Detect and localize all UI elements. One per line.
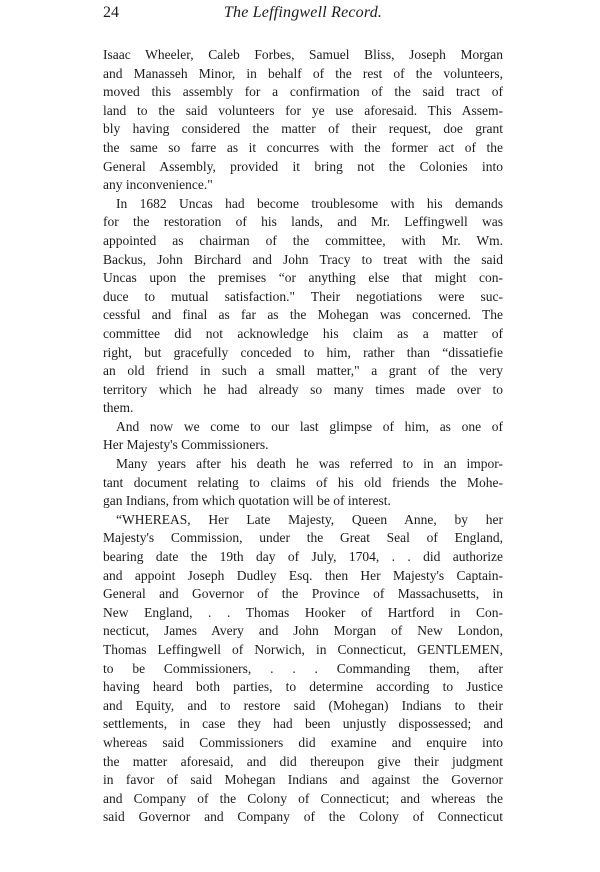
- text-line: land to the said volunteers for ye use aforesaid. This Assem-: [103, 102, 503, 118]
- text-line: committee did not acknowledge his claim as a matter of: [103, 325, 503, 341]
- text-line: And now we come to our last glimpse of him, as one of: [116, 418, 503, 434]
- text-line: tant document relating to claims of his old friends the Mohe-: [103, 474, 503, 490]
- text-line: right, but gracefully conceded to him, rather than “dissatiefie: [103, 344, 503, 360]
- text-line: territory which he had already so many times made over to: [103, 381, 503, 397]
- text-line: bly having considered the matter of their request, doe grant: [103, 121, 503, 137]
- text-line: to be Commissioners, . . . Commanding them, after: [103, 660, 503, 676]
- text-line: having heard both parties, to determine according to Justice: [103, 679, 503, 695]
- text-line: duce to mutual satisfaction." Their negotiations were suc-: [103, 288, 503, 304]
- text-line: General and Governor of the Province of Massachusetts, in: [103, 586, 503, 602]
- text-line: Majesty's Commission, under the Great Seal of England,: [103, 530, 503, 546]
- text-line: any inconvenience.": [103, 177, 213, 193]
- running-title: The Leffingwell Record.: [223, 4, 383, 21]
- text-line: and appoint Joseph Dudley Esq. then Her Majesty's Captain-: [103, 567, 503, 583]
- text-line: the matter aforesaid, and did thereupon give their judgment: [103, 753, 503, 769]
- text-line: Uncas upon the premises “or anything else that might con-: [103, 270, 503, 286]
- text-line: for the restoration of his lands, and Mr. Leffingwell was: [103, 214, 503, 230]
- text-line: and Manasseh Minor, in behalf of the rest of the volunteers,: [103, 65, 503, 81]
- text-line: bearing date the 19th day of July, 1704, . . did authorize: [103, 549, 503, 565]
- page-number: 24: [103, 4, 119, 21]
- text-line: settlements, in case they had been unjustly dispossessed; and: [103, 716, 503, 732]
- text-line: and Company of the Colony of Connecticut; and whereas the: [103, 790, 503, 806]
- text-line: Her Majesty's Commissioners.: [103, 437, 269, 453]
- text-line: said Governor and Company of the Colony of Connecticut: [103, 809, 503, 825]
- text-line: In 1682 Uncas had become troublesome with his demands: [116, 195, 503, 211]
- text-line: them.: [103, 400, 134, 416]
- text-line: Isaac Wheeler, Caleb Forbes, Samuel Bliss, Joseph Morgan: [103, 47, 503, 62]
- page-header: [103, 4, 503, 28]
- text-line: “WHEREAS, Her Late Majesty, Queen Anne, by her: [116, 511, 503, 527]
- text-line: in favor of said Mohegan Indians and against the Governor: [103, 772, 503, 788]
- text-line: Backus, John Birchard and John Tracy to treat with the said: [103, 251, 503, 267]
- text-line: Thomas Leffingwell of Norwich, in Connecticut, GENTLEMEN,: [103, 642, 503, 657]
- body-text: [103, 46, 503, 827]
- text-line: and Equity, and to restore said (Mohegan) Indians to their: [103, 697, 503, 713]
- text-line: whereas said Commissioners did examine and enquire into: [103, 734, 503, 750]
- text-line: the same so farre as it concurres with the former act of the: [103, 139, 503, 155]
- text-line: appointed as chairman of the committee, with Mr. Wm.: [103, 232, 503, 248]
- text-line: New England, . . Thomas Hooker of Hartford in Con-: [103, 604, 503, 620]
- text-line: gan Indians, from which quotation will be of interest.: [103, 493, 391, 509]
- text-line: necticut, James Avery and John Morgan of New London,: [103, 623, 503, 639]
- text-line: General Assembly, provided it bring not the Colonies into: [103, 158, 503, 174]
- text-line: cessful and final as far as the Mohegan was concerned. The: [103, 307, 503, 323]
- text-line: moved this assembly for a confirmation of the said tract of: [103, 84, 503, 100]
- text-line: an old friend in such a small matter," a grant of the very: [103, 363, 503, 379]
- text-line: Many years after his death he was referred to in an impor-: [116, 456, 503, 472]
